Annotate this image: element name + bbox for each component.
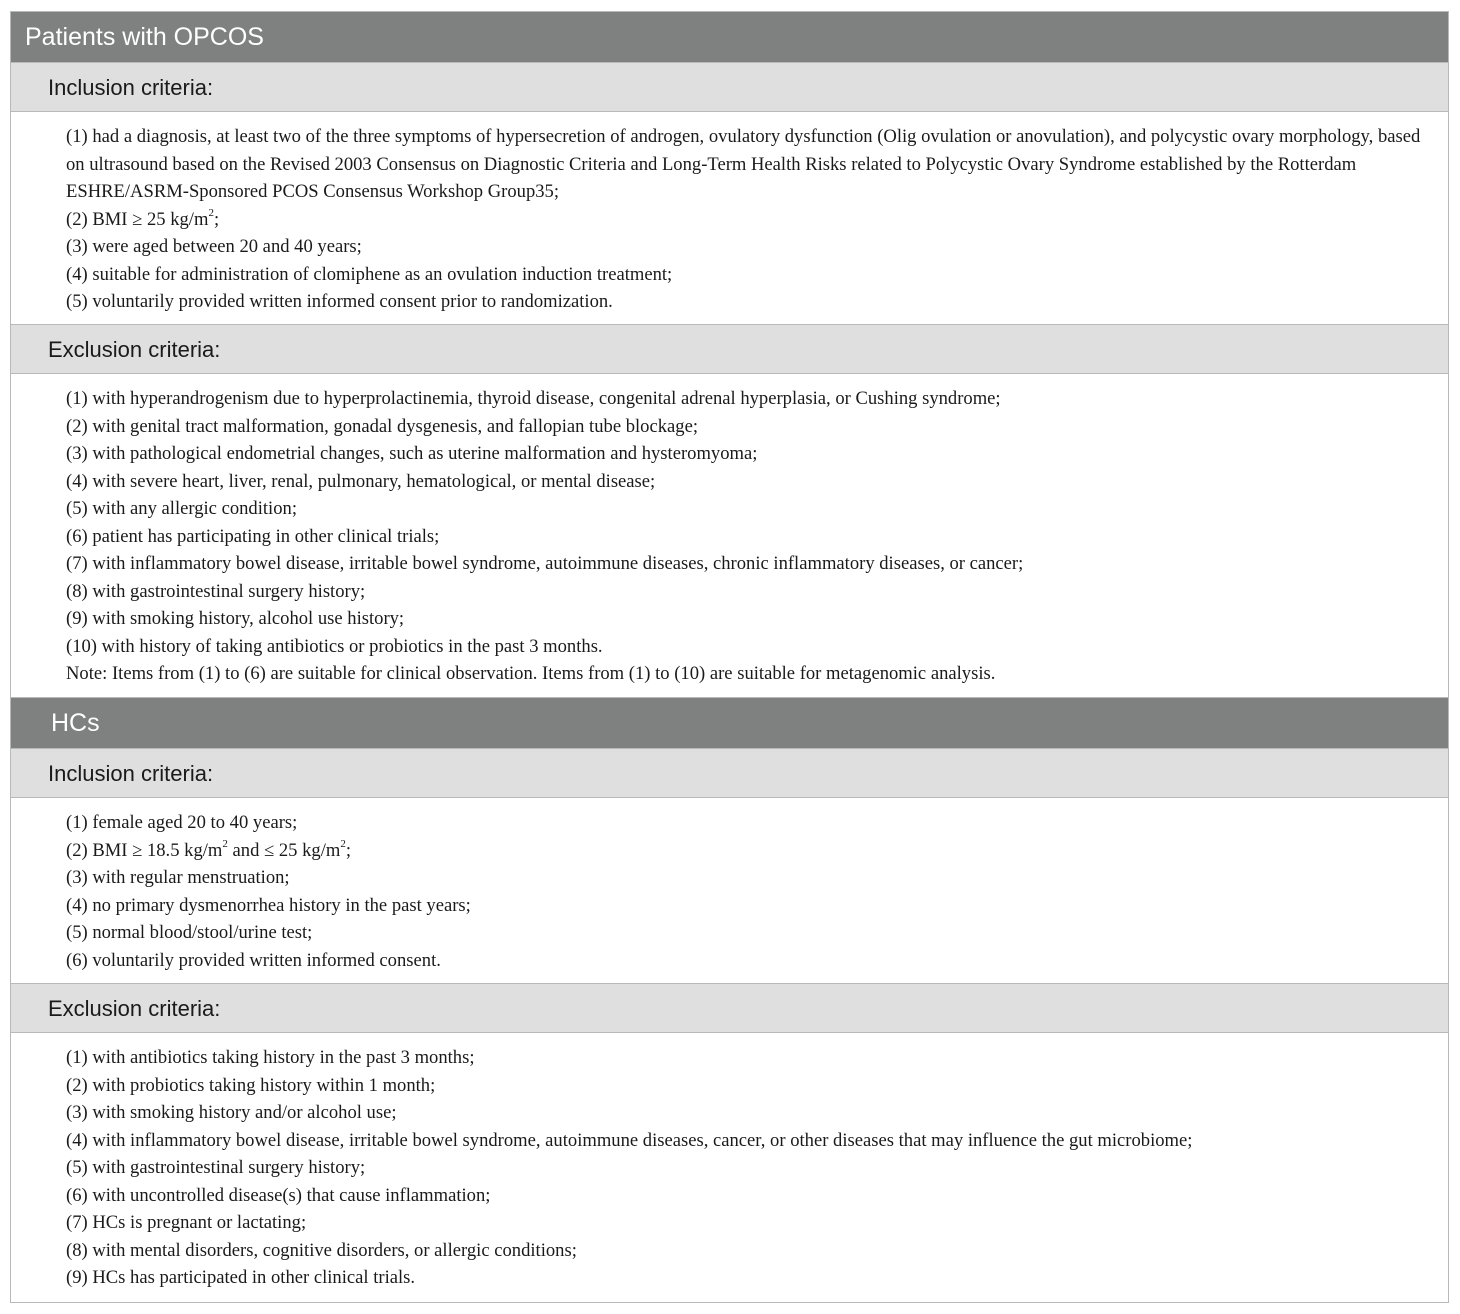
list-item-text: ;	[213, 208, 220, 230]
list-item-text: (2) BMI ≥ 25 kg/m	[66, 208, 209, 230]
list-item: (6) with uncontrolled disease(s) that cause inflammation;	[66, 1184, 491, 1206]
list-item: (5) with any allergic condition;	[66, 498, 297, 519]
list-item: (5) voluntarily provided written informed consent prior to randomization.	[66, 291, 613, 312]
list-item: (4) no primary dysmenorrhea history in the past years;	[66, 894, 471, 916]
list-item: (4) suitable for administration of clomiphene as an ovulation induction treatment;	[66, 263, 673, 285]
list-item: (5) normal blood/stool/urine test;	[66, 922, 313, 943]
list-item: (8) with mental disorders, cognitive disorders, or allergic conditions;	[66, 1239, 577, 1261]
exclusion-criteria-list	[11, 1033, 1448, 1302]
superscript: 2	[340, 838, 346, 851]
list-item: (3) with regular menstruation;	[66, 867, 290, 888]
list-item: (6) voluntarily provided written informed consent.	[66, 949, 441, 971]
list-item: (8) with gastrointestinal surgery history;	[66, 580, 366, 602]
superscript: 2	[222, 838, 228, 851]
list-item-text: and ≤ 25 kg/m	[227, 839, 341, 861]
superscript: 2	[208, 207, 214, 220]
list-item: (4) with inflammatory bowel disease, irritable bowel syndrome, autoimmune diseases, cancer, or other diseases that may influence the gut microbiome;	[66, 1129, 1193, 1151]
list-item: (1) female aged 20 to 40 years;	[66, 812, 298, 833]
list-item: (3) with smoking history and/or alcohol use;	[66, 1102, 397, 1123]
list-item-text: (2) BMI ≥ 18.5 kg/m	[66, 839, 223, 861]
inclusion-criteria-list	[11, 112, 1448, 325]
list-item	[66, 837, 1428, 865]
inclusion-criteria-list	[11, 798, 1448, 984]
list-item: (6) patient has participating in other clinical trials;	[66, 525, 440, 547]
section-title-patients: Patients with OPCOS	[11, 12, 1448, 63]
criteria-table	[10, 11, 1449, 1303]
exclusion-criteria-heading: Exclusion criteria:	[11, 984, 1448, 1033]
list-item: (4) with severe heart, liver, renal, pulmonary, hematological, or mental disease;	[66, 470, 656, 492]
inclusion-criteria-heading: Inclusion criteria:	[11, 63, 1448, 112]
list-item: (1) with hyperandrogenism due to hyperprolactinemia, thyroid disease, congenital adrenal hyperplasia, or Cushing syndrome;	[66, 388, 1001, 409]
list-item: (7) with inflammatory bowel disease, irritable bowel syndrome, autoimmune diseases, chronic inflammatory diseases, or cancer;	[66, 553, 1024, 574]
list-item: (9) HCs has participated in other clinical trials.	[66, 1267, 416, 1288]
list-item: (7) HCs is pregnant or lactating;	[66, 1212, 307, 1233]
note-text: Note: Items from (1) to (6) are suitable for clinical observation. Items from (1) to (10) are suitable for metagenomic analysis.	[66, 663, 996, 684]
list-item: (2) with probiotics taking history within 1 month;	[66, 1074, 436, 1096]
exclusion-criteria-list	[11, 374, 1448, 698]
list-item-text: ;	[345, 839, 352, 861]
list-item: (5) with gastrointestinal surgery history;	[66, 1157, 366, 1178]
list-item: (9) with smoking history, alcohol use history;	[66, 608, 405, 629]
section-title-hcs: HCs	[11, 698, 1448, 749]
exclusion-criteria-heading: Exclusion criteria:	[11, 325, 1448, 374]
list-item: (3) with pathological endometrial changes, such as uterine malformation and hysteromyoma;	[66, 443, 758, 464]
list-item: (1) had a diagnosis, at least two of the three symptoms of hypersecretion of androgen, ovulatory dysfunction (Olig ovulation or anovulation), and polycystic ovary morphology, based on ultrasound based on the Revised 2003 Consensus on Diagnostic Criteria and Long-Term Health Risks related to Polycystic Ovary Syndrome established by the Rotterdam ESHRE/ASRM-Sponsored PCOS Consensus Workshop Group35;	[66, 126, 1421, 202]
list-item: (10) with history of taking antibiotics or probiotics in the past 3 months.	[66, 635, 603, 657]
list-item	[66, 206, 1428, 234]
inclusion-criteria-heading: Inclusion criteria:	[11, 749, 1448, 798]
list-item: (3) were aged between 20 and 40 years;	[66, 236, 362, 257]
list-item: (2) with genital tract malformation, gonadal dysgenesis, and fallopian tube blockage;	[66, 415, 698, 437]
list-item: (1) with antibiotics taking history in the past 3 months;	[66, 1047, 475, 1068]
